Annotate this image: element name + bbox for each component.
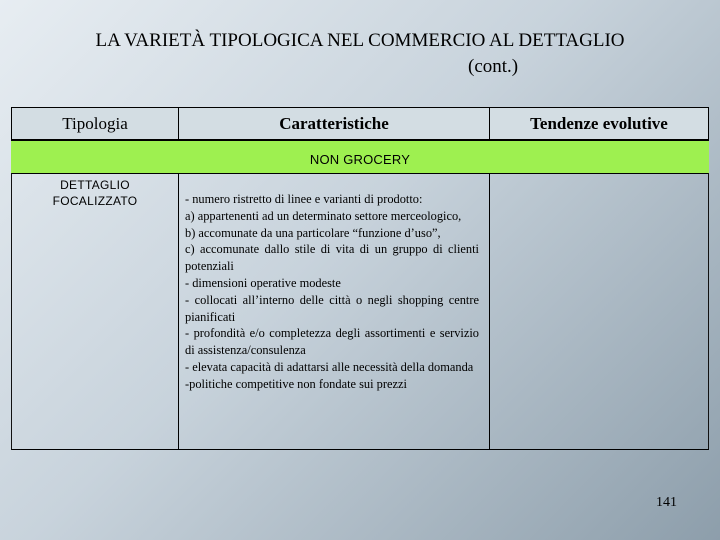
header-tipologia bbox=[11, 107, 179, 140]
header-caratteristiche bbox=[178, 107, 490, 140]
caratteristiche-line-3: b) accomunate da una particolare “funzione d’uso”, bbox=[185, 225, 441, 240]
header-tendenze bbox=[489, 107, 709, 140]
tipologia-line-2: FOCALIZZATO bbox=[52, 194, 138, 208]
header-tendenze-label: Tendenze evolutive bbox=[530, 113, 668, 133]
slide-title-line1: LA VARIETÀ TIPOLOGICA NEL COMMERCIO AL DETTAGLIO bbox=[95, 30, 625, 51]
header-caratteristiche-label: Caratteristiche bbox=[279, 113, 389, 133]
cell-tendenze bbox=[489, 173, 709, 450]
caratteristiche-line-1: - numero ristretto di linee e varianti di prodotto: bbox=[185, 192, 423, 206]
section-band bbox=[11, 140, 709, 174]
slide-title-line2: (cont.) bbox=[468, 56, 519, 77]
caratteristiche-line-8: - elevata capacità di adattarsi alle necessità della domanda bbox=[185, 359, 474, 374]
caratteristiche-line-2: a) appartenenti ad un determinato settore merceologico, bbox=[185, 208, 462, 223]
slide-title bbox=[0, 28, 720, 77]
caratteristiche-line-4: c) accomunate dallo stile di vita di un gruppo di clienti potenziali bbox=[185, 242, 479, 274]
caratteristiche-line-7: - profondità e/o completezza degli assortimenti e servizio di assistenza/consulenza bbox=[185, 326, 479, 358]
cell-caratteristiche bbox=[178, 173, 490, 450]
caratteristiche-line-5: - dimensioni operative modeste bbox=[185, 275, 341, 290]
caratteristiche-line-6: - collocati all’interno delle città o negli shopping centre pianificati bbox=[185, 292, 479, 324]
cell-tipologia bbox=[11, 173, 179, 450]
section-label: NON GROCERY bbox=[309, 152, 411, 167]
caratteristiche-line-9: -politiche competitive non fondate sui prezzi bbox=[185, 376, 407, 391]
tipologia-line-1: DETTAGLIO bbox=[60, 178, 130, 192]
page-number: 141 bbox=[656, 495, 677, 510]
header-tipologia-label: Tipologia bbox=[62, 113, 128, 133]
